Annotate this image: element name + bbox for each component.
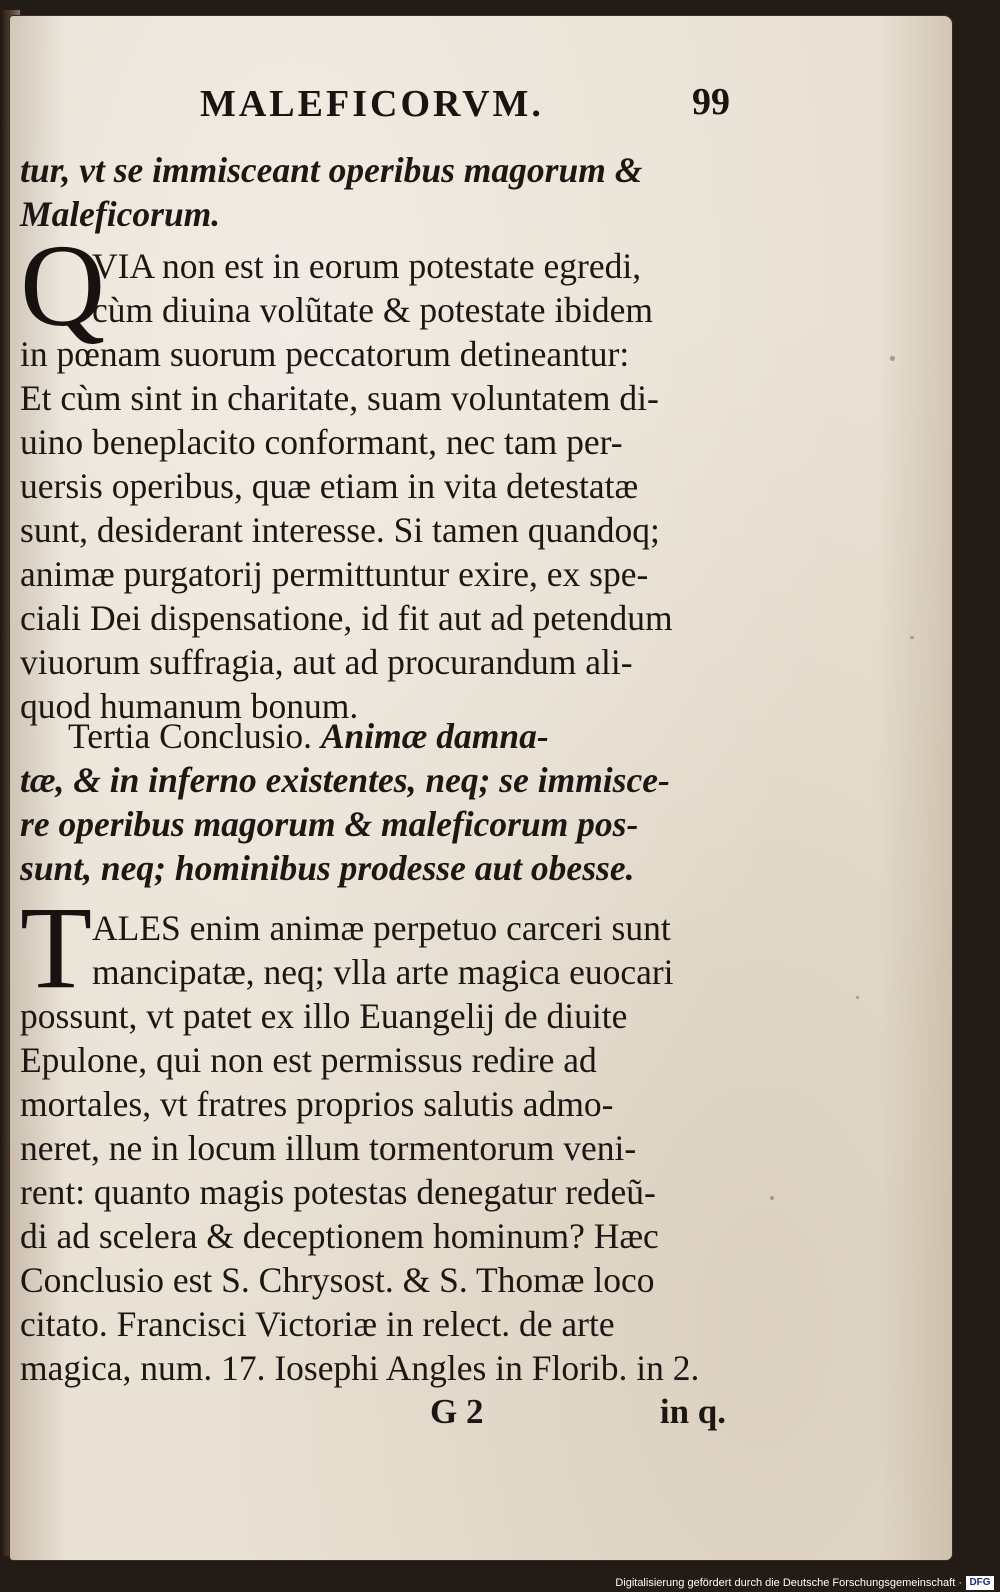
paper-speck <box>770 1196 774 1200</box>
paragraph-one <box>20 244 726 728</box>
paper-speck <box>890 356 895 361</box>
text-line: uersis operibus, quæ etiam in vita detestatæ <box>20 466 639 506</box>
text-line: uino beneplacito conformant, nec tam per- <box>20 422 623 462</box>
paper-speck <box>856 996 859 999</box>
paragraph-two <box>20 906 726 1390</box>
drop-capital: Q <box>20 220 106 351</box>
text-line: quod humanum bonum. <box>20 686 359 726</box>
paper-speck <box>910 636 914 639</box>
text-line: in pœnam suorum peccatorum detineantur: <box>20 334 630 374</box>
text-line: mancipatæ, neq; vlla arte magica euocari <box>92 952 674 992</box>
text-line: VIA non est in eorum potestate egredi, <box>92 246 642 286</box>
drop-capital: T <box>20 882 93 1013</box>
text-line: rent: quanto magis potestas denegatur redeũ- <box>20 1172 656 1212</box>
catchword: in q. <box>659 1392 726 1431</box>
conclusion-thesis-start: Animæ damna- <box>320 716 549 756</box>
conclusion-heading-line <box>20 714 726 758</box>
running-head: MALEFICORVM. <box>200 83 544 125</box>
page-footer <box>20 1390 726 1434</box>
conclusion-block <box>20 714 726 890</box>
signature-mark: G 2 <box>430 1392 484 1431</box>
text-line: neret, ne in locum illum tormentorum veni- <box>20 1128 637 1168</box>
page-header <box>200 78 730 138</box>
text-line: Et cùm sint in charitate, suam voluntatem di- <box>20 378 659 418</box>
text-line: ALES enim animæ perpetuo carceri sunt <box>92 908 671 948</box>
digitization-credit: Digitalisierung gefördert durch die Deutsche Forschungsgemeinschaft · <box>615 1577 962 1589</box>
text-line: possunt, vt patet ex illo Euangelij de diuite <box>20 996 628 1036</box>
text-line: sunt, desiderant interesse. Si tamen quandoq; <box>20 510 660 550</box>
text-line: magica, num. 17. Iosephi Angles in Florib. in 2. <box>20 1348 700 1388</box>
text-line: Conclusio est S. Chrysost. & S. Thomæ loco <box>20 1260 655 1300</box>
text-line: Epulone, qui non est permissus redire ad <box>20 1040 597 1080</box>
text-line: Maleficorum. <box>20 194 221 234</box>
heading-continuation <box>20 148 726 236</box>
text-line: ciali Dei dispensatione, id fit aut ad petendum <box>20 598 673 638</box>
text-line: tur, vt se immisceant operibus magorum & <box>20 150 643 190</box>
text-line: cùm diuina volũtate & potestate ibidem <box>92 290 653 330</box>
text-line: citato. Francisci Victoriæ in relect. de arte <box>20 1304 615 1344</box>
text-line: mortales, vt fratres proprios salutis admo- <box>20 1084 614 1124</box>
dfg-logo: DFG <box>966 1576 994 1590</box>
text-line: animæ purgatorij permittuntur exire, ex spe- <box>20 554 649 594</box>
text-line: viuorum suffragia, aut ad procurandum ali- <box>20 642 633 682</box>
text-line: tæ, & in inferno existentes, neq; se immisce- <box>20 760 670 800</box>
page-number: 99 <box>692 81 730 123</box>
text-line: di ad scelera & deceptionem hominum? Hæc <box>20 1216 659 1256</box>
conclusion-label: Tertia Conclusio. <box>68 716 312 756</box>
text-line: sunt, neq; hominibus prodesse aut obesse. <box>20 848 635 888</box>
text-line: re operibus magorum & maleficorum pos- <box>20 804 639 844</box>
